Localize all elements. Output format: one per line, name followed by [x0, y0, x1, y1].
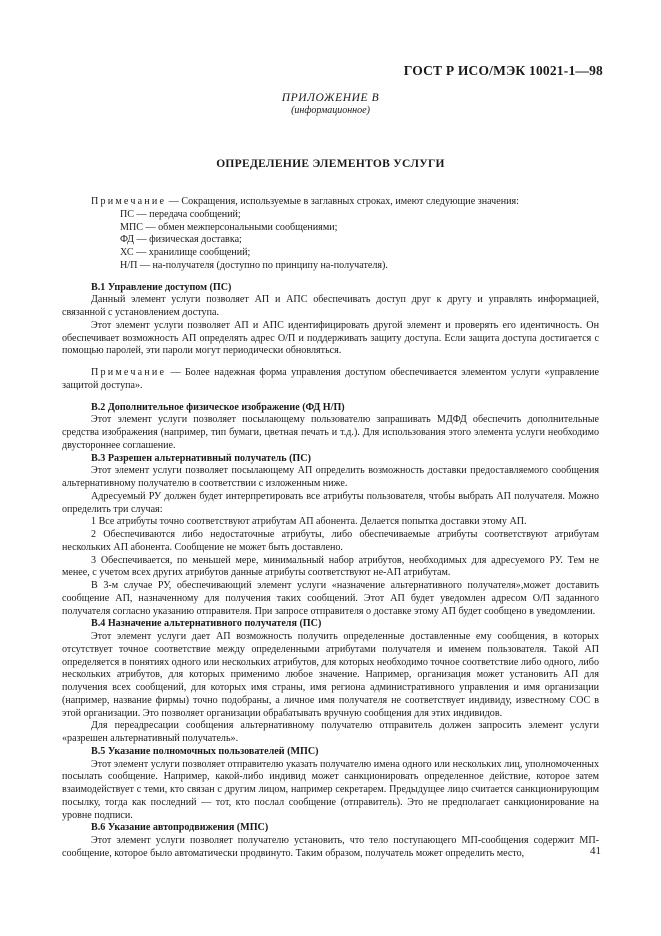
annex-heading	[0, 92, 661, 116]
case-item: 1 Все атрибуты точно соответствуют атрибутам АП абонента. Делается попытка доставки этому АП.	[91, 516, 527, 528]
note-text: — Более надежная форма управления доступом обеспечивается элементом услуги «управление защитой доступа».	[62, 367, 599, 391]
section-heading-b2: В.2 Дополнительное физическое изображение (ФД Н/П)	[91, 401, 345, 413]
paragraph: Этот элемент услуги позволяет АП и АПС идентифицировать другой элемент и проверять его идентичность. Он обеспечивает возможность АП определять адрес О/П и поддерживать защиту доступа. Если защита доступа достигается с помощью паролей, эти пароли могут периодически обновляться.	[62, 319, 599, 357]
section-heading-b6: В.6 Указание автопродвижения (МПС)	[91, 822, 269, 834]
document-body	[62, 196, 599, 861]
paragraph: Данный элемент услуги позволяет АП и АПС обеспечивать доступ друг к другу и управлять информацией, связанной с установлением доступа.	[62, 294, 599, 318]
annex-subtitle: (информационное)	[291, 105, 370, 116]
section-heading-b4: В.4 Назначение альтернативного получателя (ПС)	[91, 618, 322, 630]
annex-title: ПРИЛОЖЕНИЕ В	[281, 92, 380, 104]
note-label: Примечание	[91, 367, 167, 378]
abbreviation-item: МПС — обмен межперсональными сообщениями;	[120, 221, 338, 233]
note-label: Примечание	[91, 196, 167, 207]
section-heading-b5: В.5 Указание полномочных пользователей (МПС)	[91, 745, 319, 757]
document-title: ОПРЕДЕЛЕНИЕ ЭЛЕМЕНТОВ УСЛУГИ	[216, 158, 445, 170]
note-text: — Сокращения, используемые в заглавных строках, имеют следующие значения:	[166, 196, 519, 207]
paragraph: Этот элемент услуги позволяет посылающему АП определить возможность доставки предоставляемого сообщения альтернативному получателю в соответствии с изложенным ниже.	[62, 465, 599, 489]
note-access	[62, 367, 599, 393]
paragraph: Этот элемент услуги позволяет получателю установить, что тело поступающего МП-сообщения содержит МП-сообщение, которое было автоматически продвинуто. Таким образом, получатель может определить место,	[62, 835, 599, 859]
paragraph: Этот элемент услуги позволяет отправителю указать получателю имена одного или нескольких лиц, уполномоченных посылать сообщение. Например, какой-либо индивид может санкционировать определенное действие, которое затем взаимодействует с теми, кто связан с другим лицом, например секретарем. Предыдущее лицо считается санкционирующим посылку, тогда как последний — тот, кто послал сообщение (отправитель). Это не предполагает санкционирование на уровне подписи.	[62, 758, 599, 821]
section-heading-b3: В.3 Разрешен альтернативный получатель (ПС)	[91, 452, 311, 464]
abbreviation-item: ПС — передача сообщений;	[120, 208, 241, 220]
abbreviation-item: Н/П — на-получателя (доступно по принципу на-получателя).	[120, 259, 388, 271]
abbreviation-item: ХС — хранилище сообщений;	[120, 247, 251, 258]
abbreviation-item: ФД — физическая доставка;	[120, 234, 242, 246]
paragraph: В 3-м случае РУ, обеспечивающий элемент услуги «назначение альтернативного получателя»,может доставить сообщение АП, назначенному для получения таких сообщений. Этот АП будет уведомлен адресом О/П заданного получателя согласно указанию отправителя. При запросе отправителя о доставке этому АП будет сообщено в уведомлении.	[62, 580, 599, 617]
paragraph: Для переадресации сообщения альтернативному получателю отправитель должен запросить элемент услуги «разрешен альтернативный получатель».	[62, 720, 599, 744]
case-item: 2 Обеспечиваются либо недостаточные атрибуты, либо обеспечиваемые атрибуты соответствуют атрибутам нескольких АП абонента. Сообщение не может быть доставлено.	[62, 529, 599, 553]
section-heading-b1: В.1 Управление доступом (ПС)	[91, 281, 232, 293]
paragraph: Адресуемый РУ должен будет интерпретировать все атрибуты пользователя, чтобы выбрать АП получателя. Можно определить три случая:	[62, 490, 599, 515]
page-number: 41	[590, 845, 601, 857]
paragraph: Этот элемент услуги позволяет посылающему пользователю запрашивать МДФД обеспечить дополнительные средства изображения (например, тип бумаги, цветная печать и т.д.). Для использования этого элемента услуги необходимо двустороннее соглашение.	[62, 414, 599, 451]
standard-designation: ГОСТ Р ИСО/МЭК 10021-1—98	[403, 63, 603, 78]
note-abbreviations	[62, 196, 599, 209]
case-item: 3 Обеспечивается, по меньшей мере, минимальный набор атрибутов, необходимых для адресуемого РУ. Тем не менее, с учетом всех других атрибутов данные атрибуты соответствуют не-АП атрибутам.	[62, 554, 599, 579]
paragraph: Этот элемент услуги дает АП возможность получить определенные доставленные ему сообщения, в которых отсутствует точное соответствие между определенными атрибутами получателя и именем пользователя. Такой АП определяется в понятиях одного или нескольких атрибутов, для которых необходимо точное соответствие либо одного, либо нескольких атрибутов, для которых применимо любое значение. Например, организация может установить АП для получения всех сообщений, для которых имя страны, имя региона административного управления и имя организации (например, название фирмы) точно подобраны, а личное имя получателя не соответствует индивиду, известному СОС в этой организации. Это позволяет организации обрабатывать вручную сообщения для этих индивидов.	[62, 631, 599, 719]
